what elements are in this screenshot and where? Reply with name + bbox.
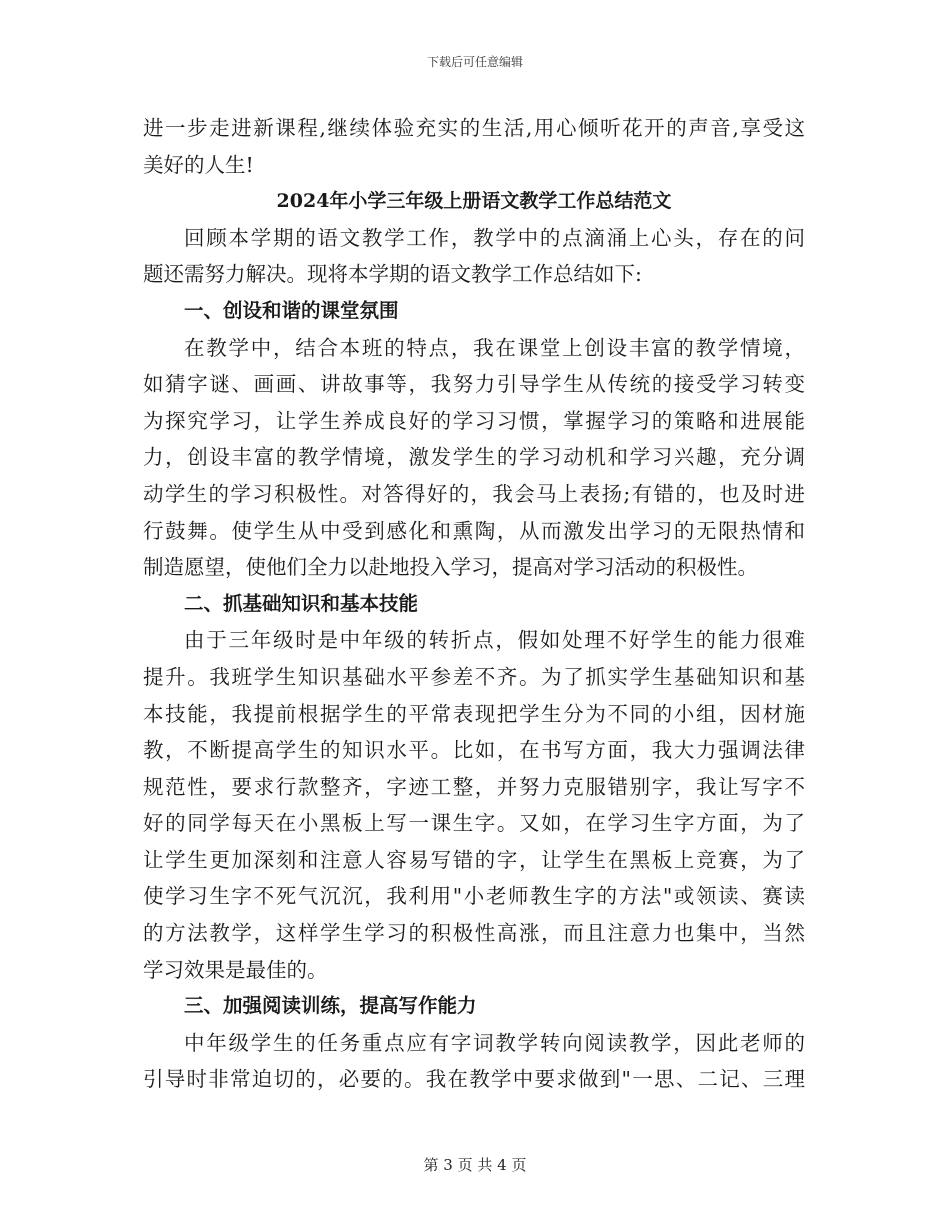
paragraph-4 — [143, 1025, 805, 1098]
text-line: 美好的人生! — [143, 152, 254, 177]
text-line: 制造愿望，使他们全力以赴地投入学习，提高对学习活动的积极性。 — [143, 555, 758, 580]
page-header: 下载后可任意编辑 — [426, 55, 523, 69]
paragraph-3 — [143, 622, 805, 988]
document-title: 2024年小学三年级上册语文教学工作总结范文 — [276, 190, 672, 213]
text-line: 让学生更加深刻和注意人容易写错的字，让学生在黑板上竞赛，为了 — [143, 847, 805, 872]
text-line: 在教学中，结合本班的特点，我在课堂上创设丰富的教学情境， — [184, 335, 805, 360]
section-heading-2: 二、抓基础知识和基本技能 — [184, 591, 419, 615]
text-line: 使学习生字不死气沉沉，我利用"小老师教生字的方法"或领读、赛读 — [143, 884, 805, 909]
section-heading-3: 三、加强阅读训练，提高写作能力 — [184, 994, 477, 1018]
text-line: 回顾本学期的语文教学工作，教学中的点滴涌上心头，存在的问 — [184, 225, 805, 250]
text-line: 行鼓舞。使学生从中受到感化和熏陶，从而激发出学习的无限热情和 — [143, 518, 805, 543]
text-line: 引导时非常迫切的，必要的。我在教学中要求做到"一思、二记、三理 — [143, 1067, 805, 1092]
text-line: 力，创设丰富的教学情境，激发学生的学习动机和学习兴趣，充分调 — [143, 445, 805, 470]
document-body — [143, 110, 805, 1098]
text-line: 由于三年级时是中年级的转折点，假如处理不好学生的能力很难 — [184, 628, 805, 653]
text-line: 学习效果是最佳的。 — [143, 957, 328, 982]
text-line: 本技能，我提前根据学生的平常表现把学生分为不同的小组，因材施 — [143, 701, 805, 726]
text-line: 好的同学每天在小黑板上写一课生字。又如，在学习生字方面，为了 — [143, 811, 805, 836]
text-line: 的方法教学，这样学生学习的积极性高涨，而且注意力也集中，当然 — [143, 921, 805, 946]
intro-paragraph — [143, 110, 805, 183]
section-heading-1: 一、创设和谐的课堂氛围 — [184, 298, 399, 322]
text-line: 为探究学习，让学生养成良好的学习习惯，掌握学习的策略和进展能 — [143, 408, 805, 433]
text-line: 提升。我班学生知识基础水平参差不齐。为了抓实学生基础知识和基 — [143, 664, 805, 689]
text-line: 规范性，要求行款整齐，字迹工整，并努力克服错别字，我让写字不 — [143, 774, 805, 799]
page-number: 第 3 页 共 4 页 — [423, 1156, 527, 1174]
text-line: 教，不断提高学生的知识水平。比如，在书写方面，我大力强调法律 — [143, 738, 805, 763]
paragraph-2 — [143, 330, 805, 586]
text-line: 如猜字谜、画画、讲故事等，我努力引导学生从传统的接受学习转变 — [143, 372, 805, 397]
text-line: 动学生的学习积极性。对答得好的，我会马上表扬;有错的，也及时进 — [143, 481, 805, 506]
text-line: 进一步走进新课程,继续体验充实的生活,用心倾听花开的声音,享受这 — [143, 116, 805, 140]
paragraph-1 — [143, 220, 805, 293]
text-line: 中年级学生的任务重点应有字词教学转向阅读教学，因此老师的 — [184, 1030, 805, 1055]
text-line: 题还需努力解决。现将本学期的语文教学工作总结如下: — [143, 262, 642, 287]
